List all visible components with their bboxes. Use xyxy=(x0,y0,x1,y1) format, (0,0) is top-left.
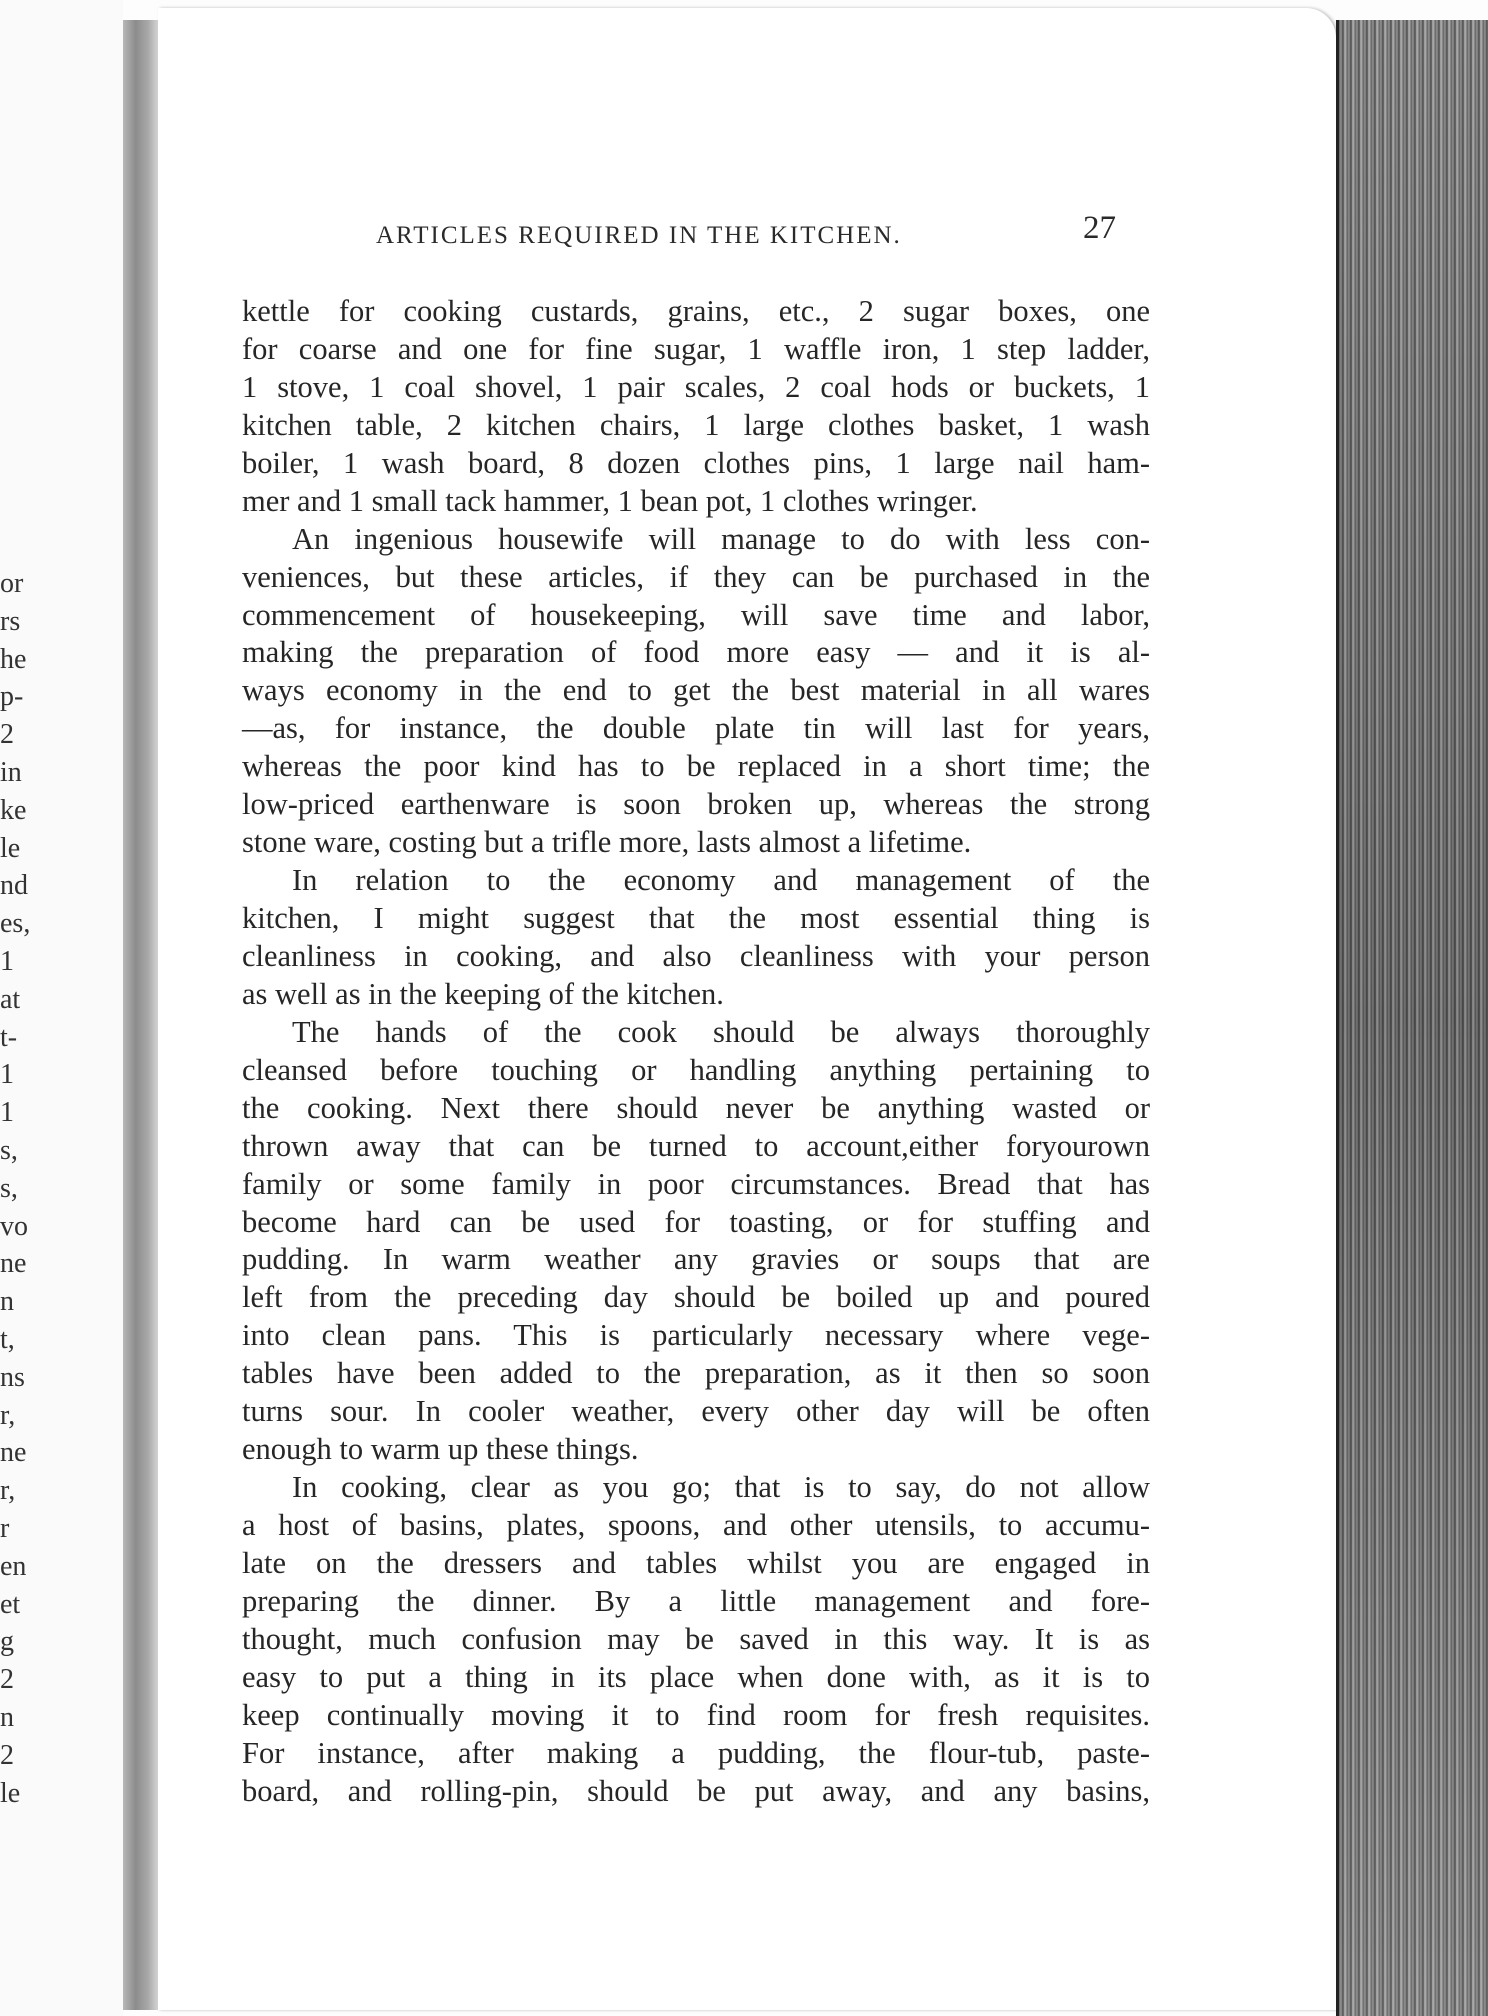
text-line: into clean pans. This is particularly necessary where vege- xyxy=(242,1318,1150,1353)
text-line: In relation to the economy and management of the xyxy=(292,863,1150,898)
left-page-fragment: p- xyxy=(0,681,24,713)
text-line: enough to warm up these things. xyxy=(242,1432,639,1467)
text-line: —as, for instance, the double plate tin will last for years, xyxy=(242,711,1150,746)
left-page-fragment: he xyxy=(0,643,27,675)
left-page-fragment: 1 xyxy=(0,1059,14,1091)
text-line: as well as in the keeping of the kitchen. xyxy=(242,976,724,1011)
text-line: 1 stove, 1 coal shovel, 1 pair scales, 2 coal hods or buckets, 1 xyxy=(242,369,1150,404)
left-page-fragment: t- xyxy=(0,1021,18,1053)
left-page-fragment: n xyxy=(0,1701,14,1733)
left-page-fragment: g xyxy=(0,1626,14,1658)
left-page-fragment: 1 xyxy=(0,1097,14,1129)
left-page-fragment: le xyxy=(0,832,21,864)
text-line: thrown away that can be turned to account,either foryourown xyxy=(242,1128,1150,1163)
text-line: kitchen table, 2 kitchen chairs, 1 large clothes basket, 1 wash xyxy=(242,407,1150,442)
left-page-fragment: ke xyxy=(0,794,27,826)
text-line: ways economy in the end to get the best material in all wares xyxy=(242,673,1150,708)
left-page-fragment: es, xyxy=(0,908,31,940)
left-page-fragment: et xyxy=(0,1588,21,1620)
page-number: 27 xyxy=(1083,210,1116,246)
text-line: low-priced earthenware is soon broken up, whereas the strong xyxy=(242,787,1150,822)
left-facing-page xyxy=(0,0,123,2016)
left-page-fragment: rs xyxy=(0,605,21,637)
text-line: cleanliness in cooking, and also cleanliness with your person xyxy=(242,938,1150,973)
left-page-fragment: or xyxy=(0,568,24,599)
text-line: left from the preceding day should be boiled up and poured xyxy=(242,1280,1150,1315)
page-edges xyxy=(1336,20,1488,2016)
left-page-fragment: ne xyxy=(0,1437,27,1469)
text-line: for coarse and one for fine sugar, 1 waffle iron, 1 step ladder, xyxy=(242,331,1150,366)
text-line: veniences, but these articles, if they can be purchased in the xyxy=(242,559,1150,594)
body-text xyxy=(242,293,1150,1811)
text-line: kettle for cooking custards, grains, etc., 2 sugar boxes, one xyxy=(242,294,1150,328)
book-gutter xyxy=(123,20,159,2010)
text-line: making the preparation of food more easy — and it is al- xyxy=(242,635,1150,670)
left-page-fragment: nd xyxy=(0,870,28,902)
text-line: late on the dressers and tables whilst you are engaged in xyxy=(242,1545,1150,1580)
text-line: preparing the dinner. By a little management and fore- xyxy=(242,1583,1150,1618)
text-line: For instance, after making a pudding, the flour-tub, paste- xyxy=(242,1735,1150,1770)
text-line: board, and rolling-pin, should be put away, and any basins, xyxy=(242,1773,1150,1808)
text-line: cleansed before touching or handling anything pertaining to xyxy=(242,1052,1150,1087)
left-page-fragment: t, xyxy=(0,1323,15,1355)
text-line: stone ware, costing but a trifle more, lasts almost a lifetime. xyxy=(242,825,972,860)
text-line: the cooking. Next there should never be anything wasted or xyxy=(242,1090,1150,1125)
left-page-fragment: 2 xyxy=(0,1664,14,1696)
text-line: In cooking, clear as you go; that is to say, do not allow xyxy=(292,1470,1150,1505)
left-page-fragment: 1 xyxy=(0,945,14,977)
text-line: An ingenious housewife will manage to do with less con- xyxy=(292,521,1150,556)
left-page-fragment: le xyxy=(0,1777,21,1809)
text-line: boiler, 1 wash board, 8 dozen clothes pins, 1 large nail ham- xyxy=(242,445,1150,480)
text-line: a host of basins, plates, spoons, and other utensils, to accumu- xyxy=(242,1508,1150,1542)
left-page-fragment: 2 xyxy=(0,719,14,751)
text-line: kitchen, I might suggest that the most essential thing is xyxy=(242,901,1150,935)
left-page-fragment: r, xyxy=(0,1475,16,1507)
left-page-fragment: ns xyxy=(0,1361,25,1393)
text-line: mer and 1 small tack hammer, 1 bean pot, 1 clothes wringer. xyxy=(242,483,978,518)
left-page-fragment: r xyxy=(0,1512,10,1544)
text-line: keep continually moving it to find room for fresh requisites. xyxy=(242,1697,1150,1732)
left-page-fragment: n xyxy=(0,1286,14,1318)
text-line: tables have been added to the preparation, as it then so soon xyxy=(242,1356,1150,1391)
left-page-fragment: at xyxy=(0,983,21,1015)
left-page-fragment: r, xyxy=(0,1399,16,1431)
text-line: become hard can be used for toasting, or for stuffing and xyxy=(242,1204,1150,1239)
left-page-fragment: vo xyxy=(0,1210,28,1242)
text-line: The hands of the cook should be always thoroughly xyxy=(292,1014,1150,1049)
text-line: family or some family in poor circumstances. Bread that has xyxy=(242,1166,1150,1201)
text-line: thought, much confusion may be saved in this way. It is as xyxy=(242,1621,1150,1656)
text-line: commencement of housekeeping, will save time and labor, xyxy=(242,597,1150,632)
left-page-text-fragments xyxy=(0,565,40,1812)
left-page-fragment: s, xyxy=(0,1172,18,1204)
text-line: whereas the poor kind has to be replaced in a short time; the xyxy=(242,749,1150,784)
left-page-fragment: 2 xyxy=(0,1739,14,1771)
left-page-fragment: ne xyxy=(0,1248,27,1280)
left-page-fragment: in xyxy=(0,756,22,788)
text-line: pudding. In warm weather any gravies or soups that are xyxy=(242,1242,1150,1277)
left-page-fragment: s, xyxy=(0,1134,18,1166)
text-line: turns sour. In cooler weather, every other day will be often xyxy=(242,1394,1150,1429)
text-line: easy to put a thing in its place when done with, as it is to xyxy=(242,1659,1150,1694)
running-head: ARTICLES REQUIRED IN THE KITCHEN. xyxy=(376,222,902,249)
left-page-fragment: en xyxy=(0,1550,27,1582)
